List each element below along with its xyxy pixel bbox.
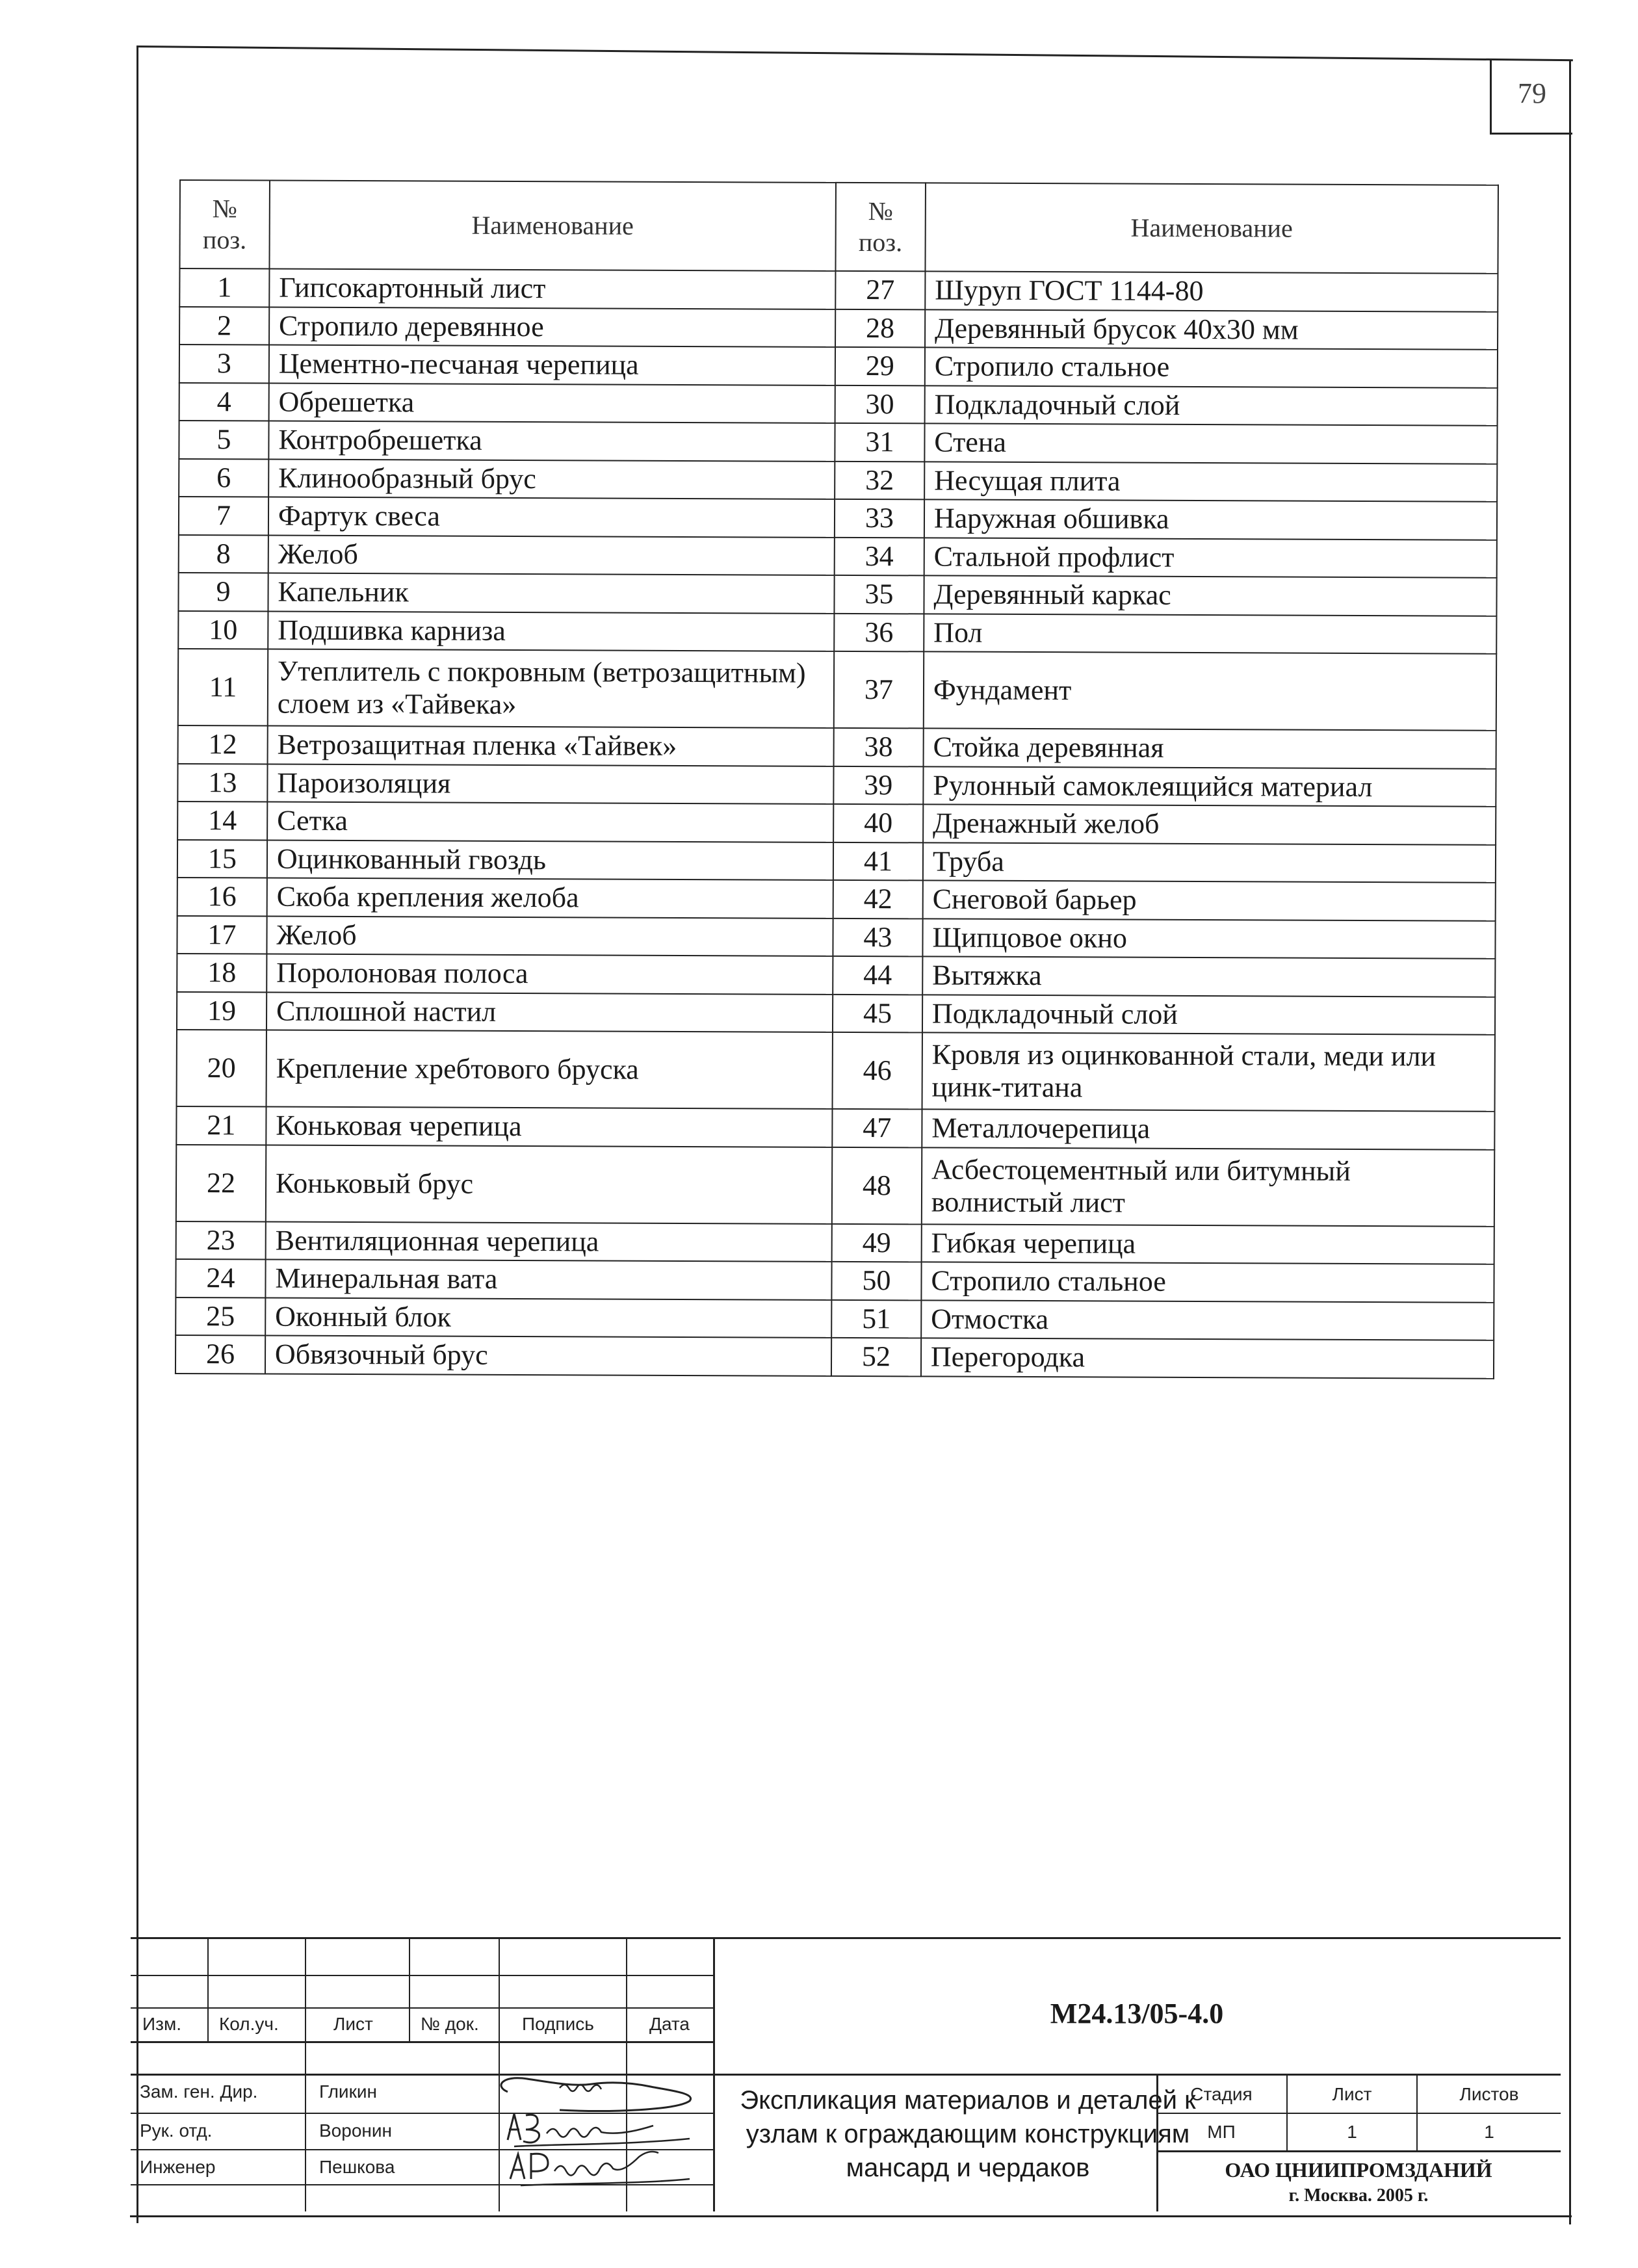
name-cell-right: Деревянный брусок 40х30 мм — [925, 309, 1498, 350]
table-row — [178, 573, 1496, 616]
name-cell-right: Труба — [923, 842, 1496, 883]
pos-cell-right: 41 — [833, 842, 923, 880]
name-cell-left: Гипсокартонный лист — [269, 269, 835, 309]
stamp-role-deputy-director: Зам. ген. Дир. — [140, 2081, 258, 2102]
pos-cell-right: 50 — [831, 1262, 921, 1300]
name-cell-left: Желоб — [268, 535, 835, 575]
name-cell-right: Шуруп ГОСТ 1144-80 — [925, 271, 1498, 311]
pos-cell-right: 38 — [834, 728, 924, 766]
name-cell-right: Щипцовое окно — [922, 919, 1495, 959]
pos-cell-left: 3 — [179, 345, 269, 383]
pos-cell-left: 23 — [176, 1221, 266, 1259]
page-number-box — [1490, 60, 1572, 135]
name-cell-right: Подкладочный слой — [924, 385, 1497, 426]
name-cell-left: Подшивка карниза — [268, 611, 834, 651]
name-cell-left: Сплошной настил — [266, 992, 833, 1032]
pos-cell-left: 2 — [179, 307, 269, 345]
stamp-name-peshkova: Пешкова — [319, 2157, 395, 2177]
pos-cell-right: 32 — [835, 461, 924, 499]
pos-cell-right: 49 — [832, 1223, 922, 1262]
name-cell-right: Стропило стальное — [925, 347, 1498, 387]
table-row — [178, 649, 1496, 731]
stamp-col-doc-no: № док. — [421, 2014, 479, 2034]
stamp-role-engineer: Инженер — [140, 2157, 216, 2177]
pos-cell-right: 40 — [833, 804, 923, 842]
pos-cell-right: 45 — [833, 994, 922, 1032]
table-row — [176, 1259, 1494, 1302]
table-row — [179, 383, 1498, 426]
sheet-label: Лист — [1332, 2084, 1372, 2104]
title-block — [131, 1937, 1561, 2211]
name-cell-left: Оконный блок — [265, 1297, 831, 1338]
name-cell-left: Сетка — [267, 802, 833, 842]
pos-cell-left: 15 — [177, 839, 267, 878]
stamp-line — [207, 1937, 209, 2043]
pos-cell-left: 8 — [179, 534, 268, 573]
frame-bottom-edge — [130, 2215, 1572, 2217]
pos-cell-right: 35 — [834, 575, 924, 614]
name-cell-right: Пол — [924, 614, 1496, 654]
name-cell-right: Несущая плита — [924, 462, 1497, 502]
pos-cell-left: 17 — [177, 915, 266, 954]
table-row — [178, 725, 1496, 768]
name-cell-right: Гибкая черепица — [922, 1224, 1494, 1264]
name-cell-right: Вытяжка — [922, 956, 1495, 997]
name-cell-left: Контробрешетка — [268, 421, 835, 462]
name-cell-right: Кровля из оцинкованной стали, меди или цинк-титана — [922, 1032, 1495, 1111]
table-row — [177, 1030, 1495, 1112]
name-cell-right: Стена — [924, 423, 1497, 463]
table-row — [177, 763, 1496, 806]
stage-label: Стадия — [1190, 2084, 1253, 2104]
stamp-col-izm: Изм. — [142, 2014, 181, 2034]
pos-cell-right: 27 — [835, 271, 925, 309]
name-cell-right: Стальной профлист — [924, 538, 1497, 578]
organization-name: ОАО ЦНИИПРОМЗДАНИЙ — [1225, 2158, 1492, 2182]
pos-cell-left: 13 — [177, 763, 267, 802]
pos-cell-left: 16 — [177, 878, 267, 916]
signature-peshkova — [495, 2145, 703, 2191]
pos-cell-right: 48 — [832, 1147, 922, 1224]
table-row — [177, 878, 1496, 920]
pos-cell-left: 25 — [176, 1297, 265, 1335]
table-row — [179, 459, 1497, 502]
table-row — [176, 1144, 1494, 1226]
stamp-col-kol-uch: Кол.уч. — [219, 2014, 279, 2034]
pos-cell-left: 14 — [177, 802, 267, 840]
stamp-role-dept-head: Рук. отд. — [140, 2120, 213, 2141]
name-cell-right: Подкладочный слой — [922, 995, 1495, 1035]
name-cell-right: Асбестоцементный или битумный волнистый лист — [922, 1147, 1495, 1226]
name-cell-left: Стропило деревянное — [269, 307, 835, 347]
pos-cell-left: 11 — [178, 649, 268, 726]
document-description: Экспликация материалов и деталей к узлам к ограждающим конструкциям мансард и чердаков — [740, 2086, 1196, 2182]
pos-cell-right: 51 — [831, 1299, 921, 1338]
name-cell-right: Перегородка — [921, 1338, 1494, 1378]
pos-cell-left: 1 — [179, 268, 269, 307]
stamp-line — [131, 2074, 1561, 2076]
table-row — [179, 534, 1497, 577]
table-row — [177, 915, 1495, 958]
table-row — [178, 610, 1496, 653]
name-cell-left: Клинообразный брус — [268, 459, 835, 499]
explication-table — [175, 179, 1499, 1379]
frame-top-edge — [136, 46, 1573, 61]
pos-cell-right: 28 — [835, 309, 925, 347]
organization-city-year: г. Москва. 2005 г. — [1288, 2185, 1429, 2206]
table-row — [176, 1106, 1494, 1149]
name-cell-left: Утеплитель с покровным (ветрозащитным) слоем из «Тайвека» — [268, 649, 834, 728]
pos-cell-left: 26 — [176, 1335, 265, 1374]
pos-cell-left: 21 — [176, 1106, 266, 1145]
table-row — [179, 421, 1497, 463]
name-cell-right: Наружная обшивка — [924, 499, 1497, 540]
header-pos-left: № поз. — [179, 180, 269, 269]
table-row — [177, 991, 1495, 1034]
name-cell-left: Оцинкованный гвоздь — [267, 840, 833, 880]
pos-cell-left: 6 — [179, 459, 268, 497]
pos-cell-right: 37 — [834, 651, 924, 729]
pos-cell-left: 20 — [177, 1030, 266, 1107]
pos-cell-right: 33 — [835, 499, 924, 538]
table-row — [177, 802, 1496, 844]
table-row — [179, 268, 1498, 311]
pos-cell-left: 22 — [176, 1144, 266, 1221]
pos-cell-left: 7 — [179, 497, 268, 535]
pos-cell-left: 18 — [177, 954, 266, 992]
table-row — [179, 345, 1498, 387]
table-row — [179, 497, 1497, 540]
pos-cell-left: 12 — [178, 725, 268, 764]
pos-cell-right: 47 — [832, 1109, 922, 1147]
sheet-value: 1 — [1347, 2122, 1357, 2142]
organization — [1156, 2157, 1561, 2209]
pos-cell-left: 4 — [179, 383, 269, 421]
name-cell-right: Фундамент — [924, 651, 1497, 730]
pos-cell-right: 52 — [831, 1338, 921, 1376]
name-cell-right: Дренажный желоб — [923, 804, 1496, 844]
frame-left-edge — [136, 46, 138, 2223]
name-cell-left: Коньковый брус — [266, 1145, 832, 1223]
table-row — [176, 1335, 1494, 1378]
name-cell-left: Пароизоляция — [267, 764, 833, 804]
pos-cell-right: 43 — [833, 918, 922, 956]
name-cell-left: Обвязочный брус — [265, 1336, 831, 1376]
pos-cell-right: 31 — [835, 423, 924, 462]
table-body — [176, 268, 1498, 1378]
table-row — [176, 1221, 1494, 1264]
pos-cell-left: 10 — [178, 610, 268, 649]
stamp-col-signature: Подпись — [522, 2014, 594, 2034]
stage-value: МП — [1207, 2122, 1236, 2142]
pos-cell-left: 5 — [179, 421, 268, 459]
pos-cell-right: 29 — [835, 347, 925, 385]
pos-cell-right: 36 — [834, 613, 924, 651]
page-number: 79 — [1518, 77, 1546, 109]
name-cell-left: Фартук свеса — [268, 497, 835, 538]
pos-cell-right: 34 — [835, 537, 924, 575]
header-name-right: Наименование — [925, 183, 1498, 273]
name-cell-left: Коньковая черепица — [266, 1107, 832, 1147]
pos-cell-right: 44 — [833, 956, 922, 995]
pos-cell-right: 30 — [835, 385, 925, 423]
table-row — [179, 307, 1498, 350]
name-cell-left: Минеральная вата — [265, 1260, 831, 1300]
sheets-label: Листов — [1459, 2084, 1519, 2104]
document-code: М24.13/05-4.0 — [1050, 1998, 1224, 2029]
pos-cell-left: 9 — [178, 573, 268, 611]
table-row — [176, 1297, 1494, 1340]
name-cell-left: Поролоновая полоса — [266, 954, 833, 995]
name-cell-right: Рулонный самоклеящийся материал — [923, 766, 1496, 807]
stamp-line — [409, 1937, 410, 2043]
stamp-col-list: Лист — [333, 2014, 373, 2034]
pos-cell-right: 42 — [833, 880, 923, 919]
table-row — [177, 954, 1495, 997]
header-pos-right: № поз. — [835, 183, 925, 272]
name-cell-left: Ветрозащитная пленка «Тайвек» — [267, 726, 833, 766]
stamp-name-glikin: Гликин — [319, 2081, 377, 2102]
pos-cell-left: 24 — [176, 1259, 265, 1297]
name-cell-right: Отмостка — [921, 1300, 1494, 1340]
stamp-name-voronin: Воронин — [319, 2120, 392, 2141]
frame-right-edge — [1569, 60, 1571, 2224]
header-name-left: Наименование — [269, 181, 836, 271]
name-cell-right: Стойка деревянная — [923, 728, 1496, 768]
name-cell-left: Капельник — [268, 573, 834, 614]
table-row — [177, 839, 1496, 882]
name-cell-left: Желоб — [266, 916, 833, 956]
pos-cell-right: 46 — [832, 1032, 922, 1110]
name-cell-right: Стропило стальное — [921, 1262, 1494, 1302]
table-header-row — [179, 180, 1498, 274]
name-cell-right: Деревянный каркас — [924, 575, 1496, 616]
name-cell-left: Крепление хребтового бруска — [266, 1030, 832, 1109]
name-cell-left: Цементно-песчаная черепица — [269, 345, 835, 385]
pos-cell-right: 39 — [833, 766, 923, 804]
name-cell-left: Обрешетка — [268, 383, 835, 423]
name-cell-left: Вентиляционная черепица — [266, 1221, 832, 1262]
stamp-line — [305, 1937, 306, 2211]
name-cell-left: Скоба крепления желоба — [267, 878, 833, 919]
name-cell-right: Металлочерепица — [922, 1109, 1494, 1149]
stamp-line-top — [131, 1937, 1561, 1939]
stamp-col-date: Дата — [649, 2014, 690, 2034]
sheets-value: 1 — [1484, 2122, 1494, 2142]
name-cell-right: Снеговой барьер — [923, 880, 1496, 920]
pos-cell-left: 19 — [177, 991, 266, 1030]
